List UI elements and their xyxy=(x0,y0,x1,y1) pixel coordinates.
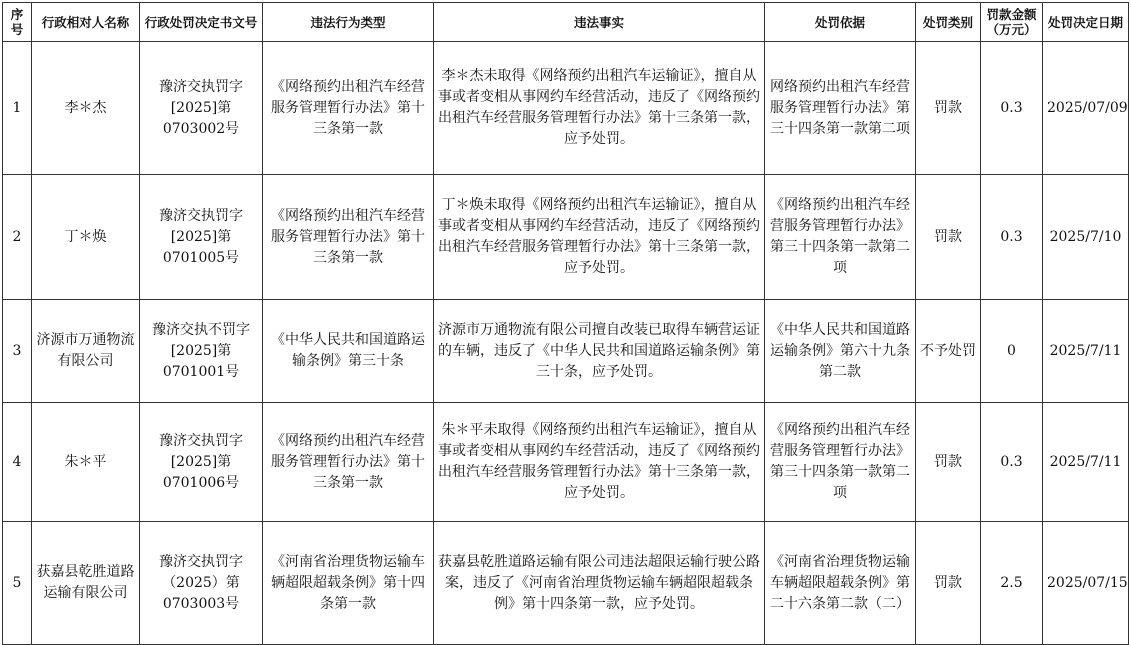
cell-facts: 获嘉县乾胜道路运输有限公司违法超限运输行驶公路案，违反了《河南省治理货物运输车辆超限超载条例》第十四条第一款，应予处罚。 xyxy=(434,522,765,645)
cell-basis: 网络预约出租汽车经营服务管理暂行办法》第三十四条第一款第二项 xyxy=(765,42,916,175)
cell-basis: 《河南省治理货物运输车辆超限超载条例》第二十六条第二款（二） xyxy=(765,522,916,645)
cell-seq: 4 xyxy=(3,403,32,522)
table-row xyxy=(3,175,1129,300)
cell-type: 《网络预约出租汽车经营服务管理暂行办法》第十三条第一款 xyxy=(263,175,434,300)
cell-category: 罚款 xyxy=(916,403,981,522)
header-row xyxy=(3,3,1129,42)
header-category: 处罚类别 xyxy=(916,3,981,42)
cell-amount: 0.3 xyxy=(981,42,1043,175)
cell-date: 2025/7/10 xyxy=(1043,175,1129,300)
header-name: 行政相对人名称 xyxy=(32,3,140,42)
cell-amount: 0.3 xyxy=(981,175,1043,300)
cell-seq: 2 xyxy=(3,175,32,300)
cell-date: 2025/7/11 xyxy=(1043,403,1129,522)
cell-category: 罚款 xyxy=(916,522,981,645)
cell-name: 李＊杰 xyxy=(32,42,140,175)
header-seq: 序号 xyxy=(3,3,32,42)
cell-basis: 《中华人民共和国道路运输条例》第六十九条第二款 xyxy=(765,300,916,403)
table-row xyxy=(3,42,1129,175)
cell-type: 《河南省治理货物运输车辆超限超载条例》第十四条第一款 xyxy=(263,522,434,645)
header-date: 处罚决定日期 xyxy=(1043,3,1129,42)
cell-category: 不予处罚 xyxy=(916,300,981,403)
cell-doc-no: 豫济交执罚字[2025]第0701006号 xyxy=(140,403,263,522)
cell-seq: 5 xyxy=(3,522,32,645)
cell-date: 2025/7/11 xyxy=(1043,300,1129,403)
cell-type: 《网络预约出租汽车经营服务管理暂行办法》第十三条第一款 xyxy=(263,403,434,522)
cell-doc-no: 豫济交执罚字[2025]第0703002号 xyxy=(140,42,263,175)
cell-date: 2025/07/09 xyxy=(1043,42,1129,175)
cell-facts: 朱＊平未取得《网络预约出租汽车运输证》，擅自从事或者变相从事网约车经营活动，违反了《网络预约出租汽车经营服务管理暂行办法》第十三条第一款，应予处罚。 xyxy=(434,403,765,522)
cell-doc-no: 豫济交执罚字（2025）第0703003号 xyxy=(140,522,263,645)
table-row xyxy=(3,522,1129,645)
cell-name: 丁＊焕 xyxy=(32,175,140,300)
header-type: 违法行为类型 xyxy=(263,3,434,42)
cell-name: 济源市万通物流有限公司 xyxy=(32,300,140,403)
table-row xyxy=(3,300,1129,403)
cell-amount: 2.5 xyxy=(981,522,1043,645)
table-row xyxy=(3,403,1129,522)
cell-category: 罚款 xyxy=(916,175,981,300)
cell-type: 《中华人民共和国道路运输条例》第三十条 xyxy=(263,300,434,403)
header-amount: 罚款金额（万元） xyxy=(981,3,1043,42)
cell-category: 罚款 xyxy=(916,42,981,175)
cell-seq: 1 xyxy=(3,42,32,175)
cell-amount: 0 xyxy=(981,300,1043,403)
cell-name: 朱＊平 xyxy=(32,403,140,522)
cell-facts: 济源市万通物流有限公司擅自改装已取得车辆营运证的车辆，违反了《中华人民共和国道路运输条例》第三十条，应予处罚。 xyxy=(434,300,765,403)
header-basis: 处罚依据 xyxy=(765,3,916,42)
cell-amount: 0.3 xyxy=(981,403,1043,522)
cell-name: 获嘉县乾胜道路运输有限公司 xyxy=(32,522,140,645)
cell-basis: 《网络预约出租汽车经营服务管理暂行办法》第三十四条第一款第二项 xyxy=(765,403,916,522)
cell-type: 《网络预约出租汽车经营服务管理暂行办法》第十三条第一款 xyxy=(263,42,434,175)
cell-doc-no: 豫济交执罚字[2025]第0701005号 xyxy=(140,175,263,300)
header-doc-no: 行政处罚决定书文号 xyxy=(140,3,263,42)
cell-date: 2025/07/15 xyxy=(1043,522,1129,645)
cell-facts: 丁＊焕未取得《网络预约出租汽车运输证》，擅自从事或者变相从事网约车经营活动，违反了《网络预约出租汽车经营服务管理暂行办法》第十三条第一款，应予处罚。 xyxy=(434,175,765,300)
penalty-table xyxy=(2,2,1129,645)
cell-facts: 李＊杰未取得《网络预约出租汽车运输证》，擅自从事或者变相从事网约车经营活动，违反了《网络预约出租汽车经营服务管理暂行办法》第十三条第一款，应予处罚。 xyxy=(434,42,765,175)
cell-doc-no: 豫济交执不罚字[2025]第0701001号 xyxy=(140,300,263,403)
cell-seq: 3 xyxy=(3,300,32,403)
header-facts: 违法事实 xyxy=(434,3,765,42)
cell-basis: 《网络预约出租汽车经营服务管理暂行办法》第三十四条第一款第二项 xyxy=(765,175,916,300)
